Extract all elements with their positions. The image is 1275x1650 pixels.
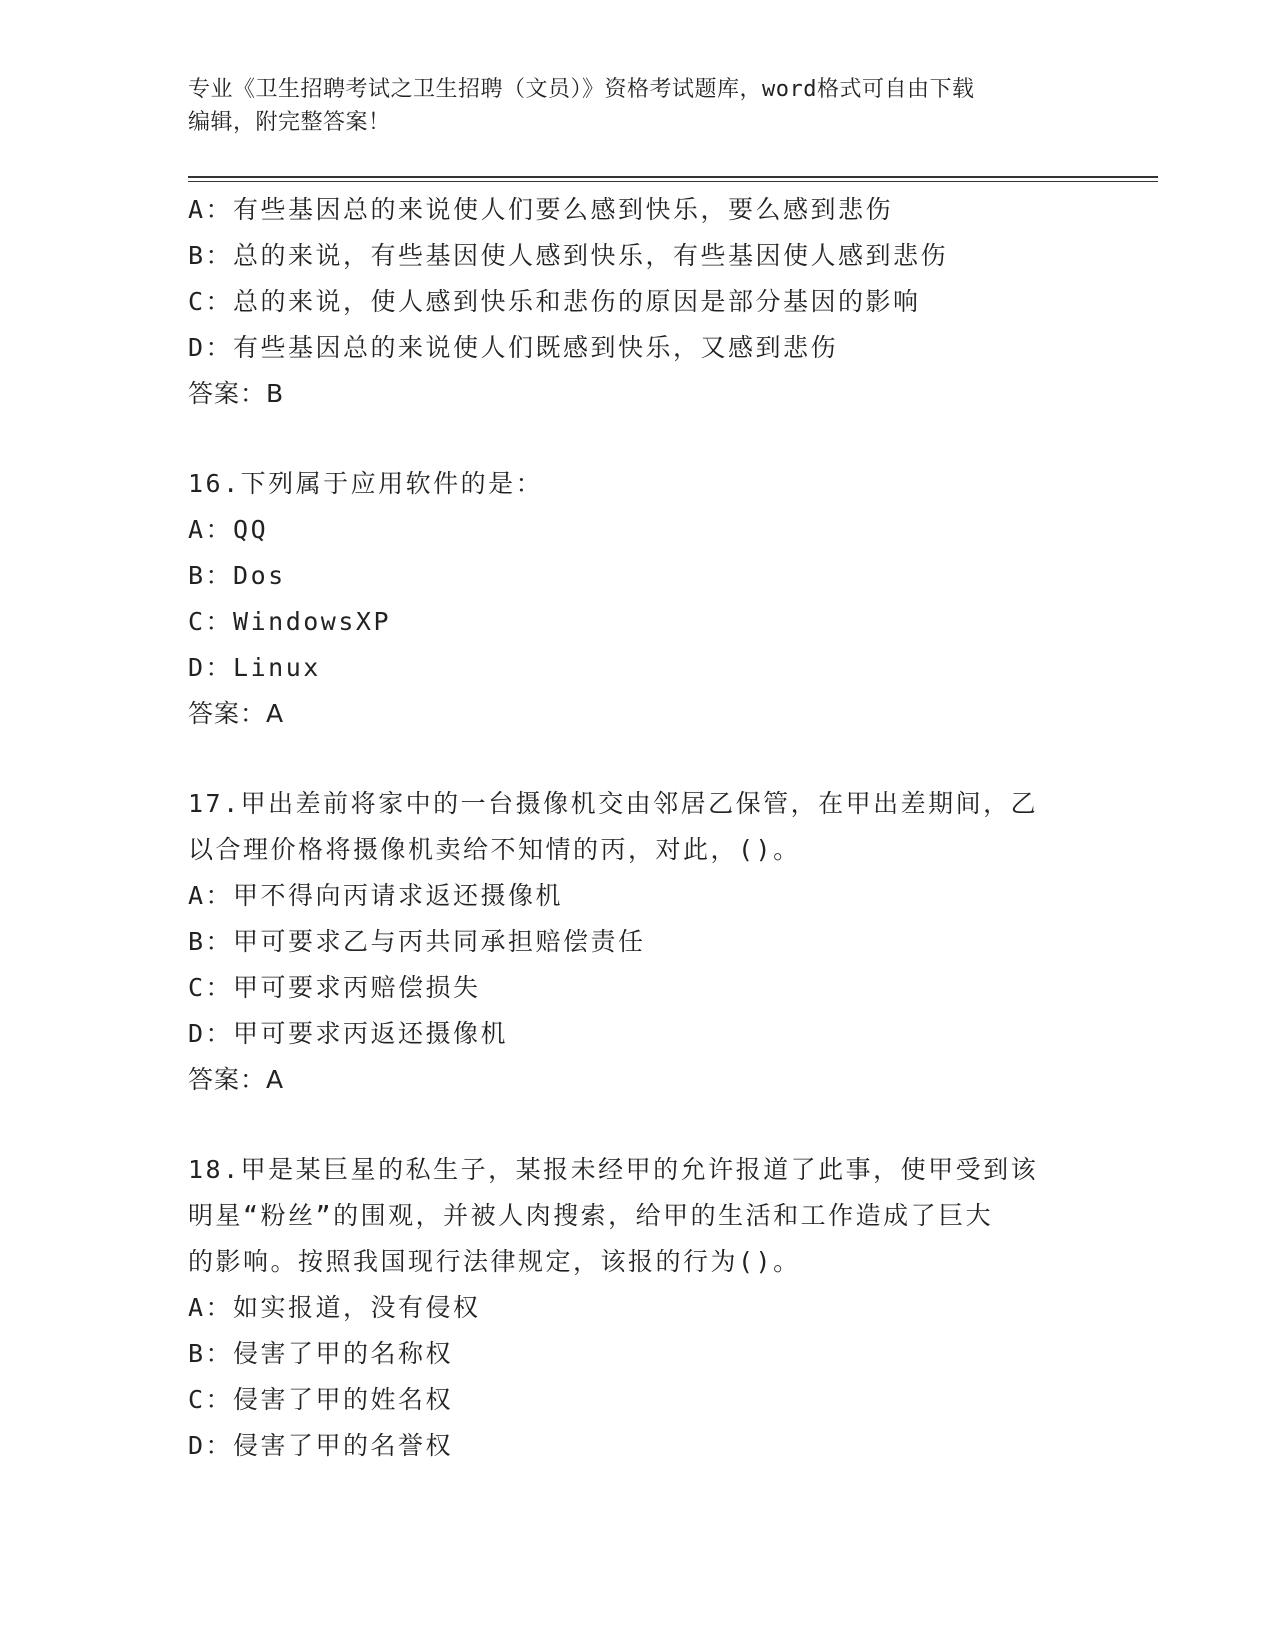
option-a: A：如实报道，没有侵权 [188,1293,481,1322]
answer-line: 答案：A [188,699,285,728]
option-c: C：总的来说，使人感到快乐和悲伤的原因是部分基因的影响 [188,287,921,316]
option-b: B：侵害了甲的名称权 [188,1339,454,1368]
question-16 [188,461,1088,737]
header-line: 专业《卫生招聘考试之卫生招聘（文员）》资格考试题库，word格式可自由下载 [188,77,975,102]
question-17 [188,781,1088,1103]
question-stem: 17.甲出差前将家中的一台摄像机交由邻居乙保管，在甲出差期间，乙 [188,789,1039,818]
question-stem: 的影响。按照我国现行法律规定，该报的行为()。 [188,1247,801,1276]
option-c: C：WindowsXP [188,607,392,636]
question-spacer [188,417,1088,461]
question-list [188,187,1088,1469]
question-spacer [188,737,1088,781]
option-b: B：Dos [188,561,286,590]
answer-line: 答案：B [188,379,285,408]
header-line: 编辑，附完整答案！ [188,110,391,135]
option-c: C：侵害了甲的姓名权 [188,1385,454,1414]
option-a: A：有些基因总的来说使人们要么感到快乐，要么感到悲伤 [188,195,894,224]
question-18 [188,1147,1088,1469]
option-d: D：侵害了甲的名誉权 [188,1431,454,1460]
question-stem: 以合理价格将摄像机卖给不知情的丙，对此，()。 [188,835,801,864]
header-divider-thick [188,176,1158,178]
question-stem: 16.下列属于应用软件的是： [188,469,544,498]
option-d: D：Linux [188,653,321,682]
option-b: B：甲可要求乙与丙共同承担赔偿责任 [188,927,646,956]
option-a: A：甲不得向丙请求返还摄像机 [188,881,564,910]
answer-line: 答案：A [188,1065,285,1094]
question-stem: 18.甲是某巨星的私生子，某报未经甲的允许报道了此事，使甲受到该 [188,1155,1039,1184]
option-d: D：甲可要求丙返还摄像机 [188,1019,509,1048]
option-c: C：甲可要求丙赔偿损失 [188,973,481,1002]
option-d: D：有些基因总的来说使人们既感到快乐，又感到悲伤 [188,333,839,362]
option-a: A：QQ [188,515,269,544]
question-15 [188,187,1088,417]
question-spacer [188,1103,1088,1147]
option-b: B：总的来说，有些基因使人感到快乐，有些基因使人感到悲伤 [188,241,949,270]
document-header [188,73,1088,139]
header-divider-thin [188,181,1158,182]
question-stem: 明星“粉丝”的围观，并被人肉搜索，给甲的生活和工作造成了巨大 [188,1201,994,1230]
